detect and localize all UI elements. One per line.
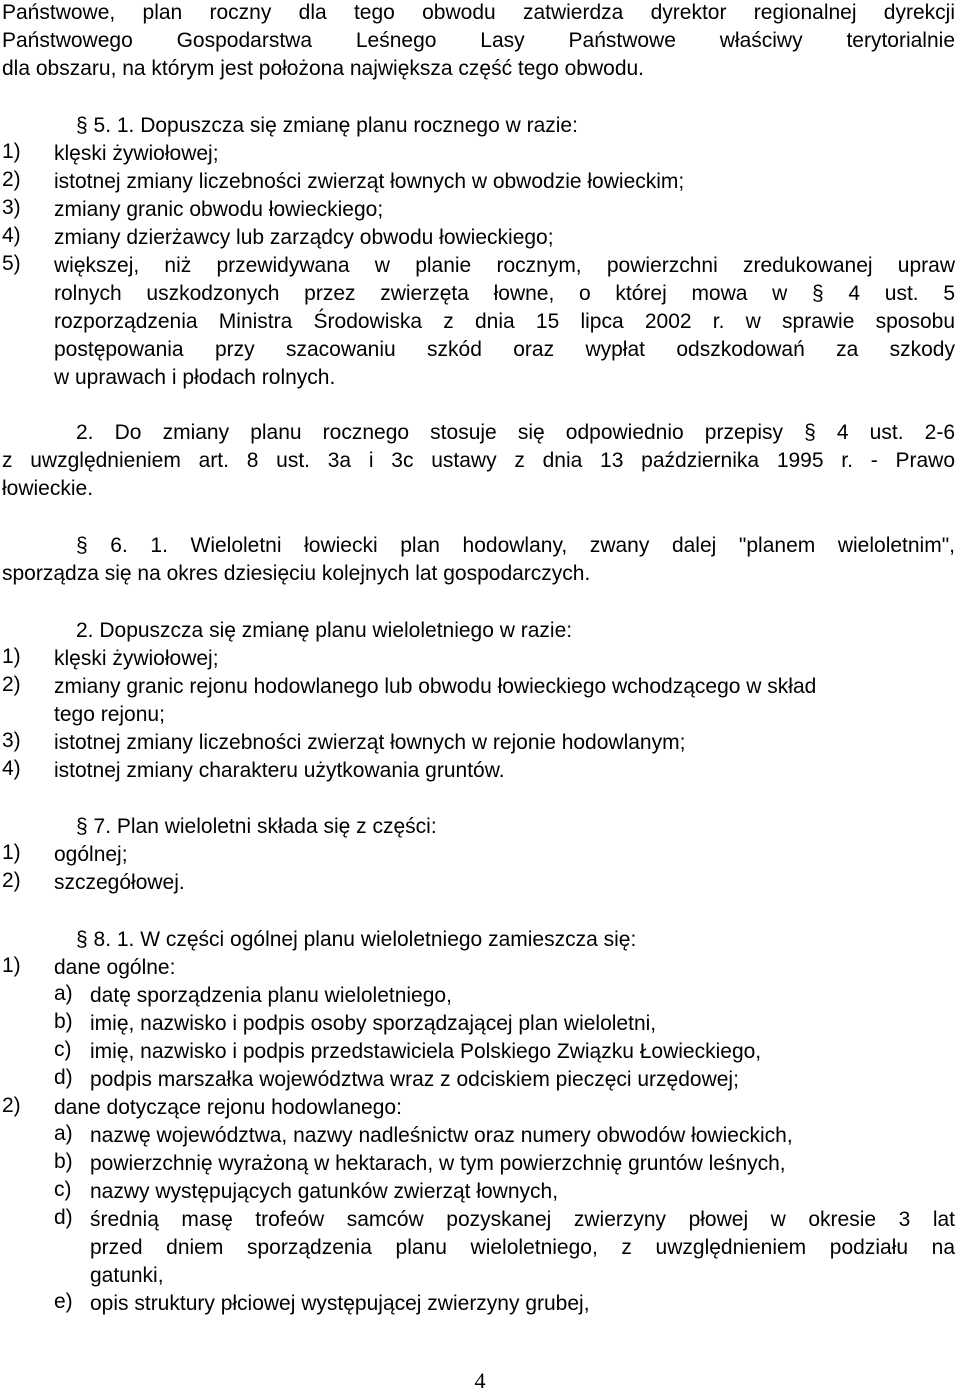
- paragraph-line: sporządza się na okres dziesięciu kolejnych lat gospodarczych.: [2, 562, 591, 585]
- intro-line: Państwowego Gospodarstwa Leśnego Lasy Państwowe właściwy terytorialnie: [2, 29, 955, 52]
- list-item: 2) istotnej zmiany liczebności zwierząt łownych w obwodzie łowieckim;: [2, 168, 685, 193]
- section-8: [2, 926, 955, 1318]
- sub-list-item: a) nazwę województwa, nazwy nadleśnictw oraz numery obwodów łowieckich,: [54, 1122, 793, 1147]
- section-5: [2, 112, 955, 392]
- list-item: 4) zmiany dzierżawcy lub zarządcy obwodu łowieckiego;: [2, 224, 554, 249]
- list-item: 2) szczegółowej.: [2, 869, 185, 894]
- sub-list-item: b) imię, nazwisko i podpis osoby sporządzającej plan wieloletni,: [54, 1010, 657, 1035]
- intro-paragraph: [2, 0, 955, 83]
- list-item: 2) dane dotyczące rejonu hodowlanego:: [2, 1094, 402, 1119]
- section-8-heading: § 8. 1. W części ogólnej planu wieloletniego zamieszcza się:: [76, 928, 637, 951]
- paragraph-heading: 2. Dopuszcza się zmianę planu wieloletniego w razie:: [76, 619, 573, 642]
- list-item: 1) klęski żywiołowej;: [2, 645, 219, 670]
- paragraph-line: łowieckie.: [2, 477, 94, 500]
- list-item: 3) zmiany granic obwodu łowieckiego;: [2, 196, 384, 221]
- section-6-paragraph-2: [2, 617, 955, 785]
- sub-list-item: c) nazwy występujących gatunków zwierząt łownych,: [54, 1178, 559, 1203]
- sub-list-item: c) imię, nazwisko i podpis przedstawiciela Polskiego Związku Łowieckiego,: [54, 1038, 762, 1063]
- list-item: 1) ogólnej;: [2, 841, 128, 866]
- list-item: 5) większej, niż przewidywana w planie rocznym, powierzchni zredukowanej upraw rolnych uszkodzonych przez zwierzęta łowne, o której mowa w § 4 ust. 5 rozporządzenia Ministra Środowiska z dnia 15 lipca 2002 r. w sprawie sposobu postępowania przy szacowaniu szkód oraz wypłat odszkodowań za szkody w uprawach i płodach rolnych.: [2, 252, 955, 389]
- paragraph-line: z uwzględnieniem art. 8 ust. 3a i 3c ustawy z dnia 13 października 1995 r. - Prawo: [2, 449, 955, 472]
- page-number: 4: [474, 1368, 486, 1393]
- list-item: 4) istotnej zmiany charakteru użytkowania gruntów.: [2, 757, 505, 782]
- paragraph-line: 2. Do zmiany planu rocznego stosuje się odpowiednio przepisy § 4 ust. 2-6: [76, 421, 955, 444]
- intro-line: dla obszaru, na którym jest położona największa część tego obwodu.: [2, 57, 645, 80]
- list-item: 1) klęski żywiołowej;: [2, 140, 219, 165]
- section-7-heading: § 7. Plan wieloletni składa się z części:: [76, 815, 437, 838]
- section-6: [2, 532, 955, 588]
- sub-list-item: d) podpis marszałka województwa wraz z odciskiem pieczęci urzędowej;: [54, 1066, 739, 1091]
- section-6-heading: § 6. 1. Wieloletni łowiecki plan hodowlany, zwany dalej "planem wieloletnim",: [76, 534, 955, 557]
- sub-list-item: d) średnią masę trofeów samców pozyskanej zwierzyny płowej w okresie 3 lat przed dniem sporządzenia planu wieloletniego, z uwzględnieniem podziału na gatunki,: [54, 1206, 955, 1287]
- section-5-heading: § 5. 1. Dopuszcza się zmianę planu rocznego w razie:: [76, 114, 578, 137]
- section-5-paragraph-2: [2, 419, 955, 503]
- list-item: 3) istotnej zmiany liczebności zwierząt łownych w rejonie hodowlanym;: [2, 729, 686, 754]
- list-item: 1) dane ogólne:: [2, 954, 176, 979]
- sub-list-item: b) powierzchnię wyrażoną w hektarach, w tym powierzchnię gruntów leśnych,: [54, 1150, 786, 1175]
- sub-list-item: e) opis struktury płciowej występującej zwierzyny grubej,: [54, 1290, 590, 1315]
- section-7: [2, 813, 955, 897]
- intro-line: Państwowe, plan roczny dla tego obwodu zatwierdza dyrektor regionalnej dyrekcji: [2, 1, 955, 24]
- list-item: 2) zmiany granic rejonu hodowlanego lub obwodu łowieckiego wchodzącego w skład tego rejonu;: [2, 673, 817, 726]
- sub-list-item: a) datę sporządzenia planu wieloletniego,: [54, 982, 452, 1007]
